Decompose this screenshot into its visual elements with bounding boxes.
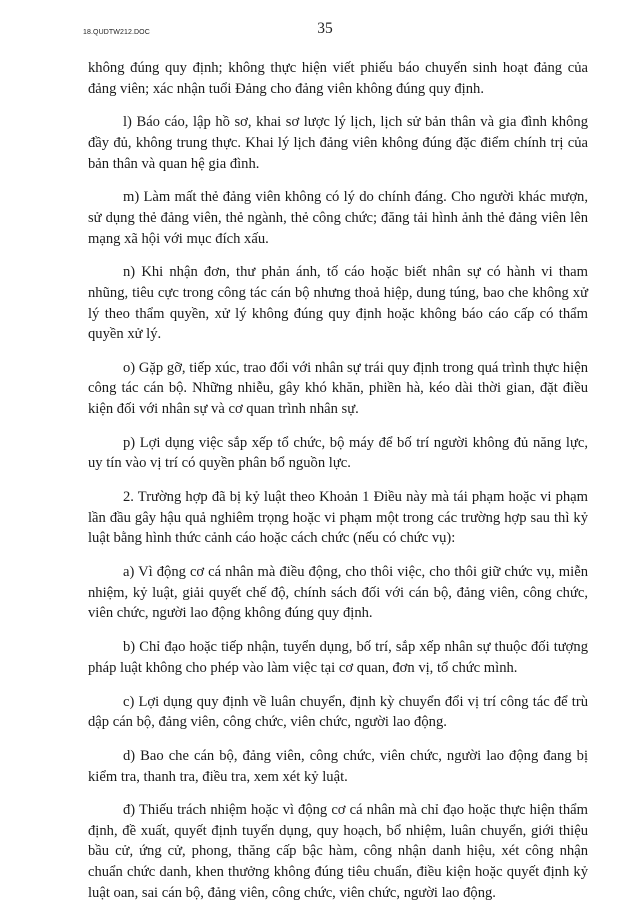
paragraph-item-d: d) Bao che cán bộ, đảng viên, công chức, viên chức, người lao động đang bị kiểm tra, thanh tra, điều tra, xem xét kỷ luật. bbox=[88, 747, 588, 785]
paragraph-item-dd: đ) Thiếu trách nhiệm hoặc vì động cơ cá nhân mà chỉ đạo hoặc thực hiện thẩm định, đề xuất, quyết định tuyển dụng, quy hoạch, bổ nhiệm, luân chuyển, giới thiệu bầu cử, ứng cử, phong, thăng cấp bậc hàm, công nhận danh hiệu, xét công nhận chuẩn chức danh, khen thưởng không đúng tiêu chuẩn, điều kiện hoặc quyết định kỷ luật oan, sai cán bộ, đảng viên, công chức, viên chức, người lao động. bbox=[88, 802, 588, 901]
paragraph-item-b: b) Chỉ đạo hoặc tiếp nhận, tuyển dụng, bố trí, sắp xếp nhân sự thuộc đối tượng pháp luật không cho phép vào làm việc tại cơ quan, đơn vị, tổ chức mình. bbox=[88, 639, 588, 676]
paragraph-item-m: m) Làm mất thẻ đảng viên không có lý do chính đáng. Cho người khác mượn, sử dụng thẻ đảng viên, thẻ ngành, thẻ công chức; đăng tải hình ảnh thẻ đảng viên lên mạng xã hội với mục đích xấu. bbox=[88, 189, 588, 247]
paragraph-item-o: o) Gặp gỡ, tiếp xúc, trao đổi với nhân sự trái quy định trong quá trình thực hiện công tác cán bộ. Những nhiễu, gây khó khăn, phiền hà, kéo dài thời gian, đặt điều kiện đối với nhân sự và cơ quan trình nhân sự. bbox=[88, 359, 588, 418]
document-body bbox=[88, 58, 588, 916]
page-number: 35 bbox=[317, 20, 333, 37]
paragraph-item-c: c) Lợi dụng quy định về luân chuyển, định kỳ chuyển đổi vị trí công tác để trù dập cán bộ, đảng viên, công chức, viên chức, người lao động. bbox=[88, 693, 588, 731]
paragraph-item-a: a) Vì động cơ cá nhân mà điều động, cho thôi việc, cho thôi giữ chức vụ, miễn nhiệm, kỷ luật, giải quyết chế độ, chính sách đối với cán bộ, đảng viên, công chức, viên chức, người lao động không đúng quy định. bbox=[88, 564, 588, 622]
paragraph-continuation: không đúng quy định; không thực hiện viết phiếu báo chuyển sinh hoạt đảng của đảng viên; xác nhận tuổi Đảng cho đảng viên không đúng quy định. bbox=[88, 60, 588, 97]
paragraph-item-p: p) Lợi dụng việc sắp xếp tổ chức, bộ máy để bố trí người không đủ năng lực, uy tín vào vị trí có quyền phân bổ nguồn lực. bbox=[88, 434, 588, 472]
paragraph-item-n: n) Khi nhận đơn, thư phản ánh, tố cáo hoặc biết nhân sự có hành vi tham nhũng, tiêu cực trong công tác cán bộ nhưng thoả hiệp, dung túng, bao che không xử lý theo thẩm quyền, xử lý không đúng quy định hoặc không báo cáo cấp có thẩm quyền xử lý. bbox=[88, 264, 588, 343]
paragraph-section-2: 2. Trường hợp đã bị kỷ luật theo Khoản 1 Điều này mà tái phạm hoặc vi phạm lần đầu gây hậu quả nghiêm trọng hoặc vi phạm một trong các trường hợp sau thì kỷ luật bằng hình thức cảnh cáo hoặc cách chức (nếu có chức vụ): bbox=[88, 489, 588, 547]
paragraph-item-l: l) Báo cáo, lập hồ sơ, khai sơ lược lý lịch, lịch sử bản thân và gia đình không đầy đủ, không trung thực. Khai lý lịch đảng viên không đúng đặc điểm chính trị của bản thân và quan hệ gia đình. bbox=[88, 114, 588, 172]
document-filename: 18.QUDTW212.DOC bbox=[83, 29, 150, 36]
